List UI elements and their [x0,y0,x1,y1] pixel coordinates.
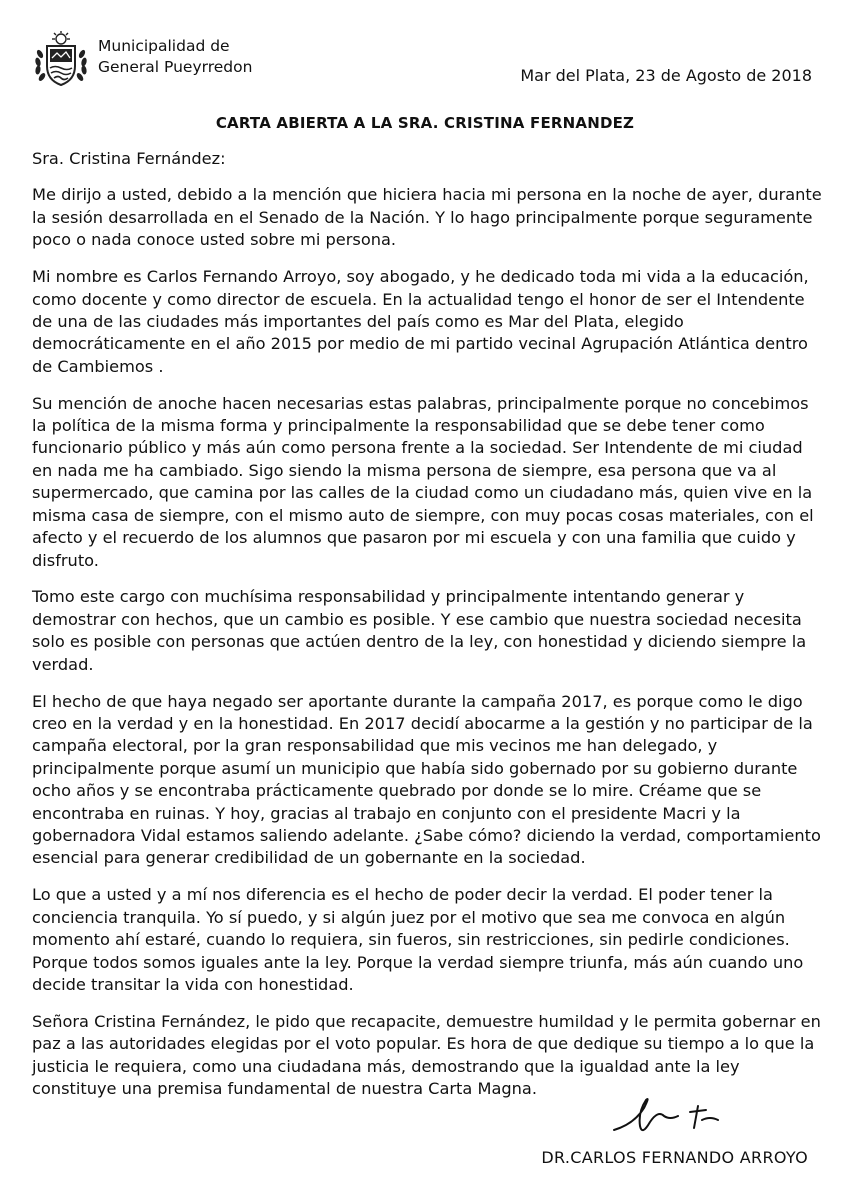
handwritten-signature [606,1086,736,1138]
salutation: Sra. Cristina Fernández: [32,149,226,168]
municipality-name-line2: General Pueyrredon [98,58,253,76]
letter-title: CARTA ABIERTA A LA SRA. CRISTINA FERNANDEZ [215,114,635,132]
municipal-coat-of-arms-icon [32,30,90,88]
signer-name: DR.CARLOS FERNANDO ARROYO [541,1148,808,1167]
paragraph-7: Señora Cristina Fernández, le pido que recapacite, demuestre humildad y le permita gobernar en paz a las autoridades elegidas por el voto popular. Es hora de que dedique su tiempo a lo que la justicia le requiera, como una ciudadana más, demostrando que la igualdad ante la ley constituye una premisa fundamental de nuestra Carta Magna. [32,1011,821,1099]
letter-date: Mar del Plata, 23 de Agosto de 2018 [520,66,812,85]
letter-body [32,148,822,1115]
paragraph-6: Lo que a usted y a mí nos diferencia es el hecho de poder decir la verdad. El poder tener la conciencia tranquila. Yo sí puedo, y si algún juez por el motivo que sea me convoca en algún momento ahí estaré, cuando lo requiera, sin fueros, sin restricciones, sin pedirle condiciones. Porque todos somos iguales ante la ley. Porque la verdad siempre triunfa, más aún cuando uno decide transitar la vida con honestidad. [32,885,804,994]
municipality-name [98,36,252,78]
paragraph-5: El hecho de que haya negado ser aportante durante la campaña 2017, es porque como le digo creo en la verdad y en la honestidad. En 2017 decidí abocarme a la gestión y no participar de la campaña electoral, por la gran responsabilidad que mis vecinos me han delegado, y principalmente porque asumí un municipio que había sido gobernado por su gobierno durante ocho años y se encontraba prácticamente quebrado por donde se lo mire. Créame que se encontraba en ruinas. Y hoy, gracias al trabajo en conjunto con el presidente Macri y la gobernadora Vidal estamos saliendo adelante. ¿Sabe cómo? diciendo la verdad, comportamiento esencial para generar credibilidad de un gobernante en la sociedad. [32,691,821,868]
paragraph-3: Su mención de anoche hacen necesarias estas palabras, principalmente porque no concebimos la política de la misma forma y principalmente la responsabilidad que se debe tener como funcionario público y más aún como persona frente a la sociedad. Ser Intendente de mi ciudad en nada me ha cambiado. Sigo siendo la misma persona de siempre, esa persona que va al supermercado, que camina por las calles de la ciudad como un ciudadano más, quien vive en la misma casa de siempre, con el mismo auto de siempre, con muy pocas cosas materiales, con el afecto y el recuerdo de los alumnos que pasaron por mi escuela y con una familia que cuido y disfruto. [32,393,814,570]
paragraph-4: Tomo este cargo con muchísima responsabilidad y principalmente intentando generar y demostrar con hechos, que un cambio es posible. Y ese cambio que nuestra sociedad necesita solo es posible con personas que actúen dentro de la ley, con honestidad y diciendo siempre la verdad. [32,587,807,674]
letterhead [32,30,812,90]
municipality-name-line1: Municipalidad de [98,37,230,55]
paragraph-1: Me dirijo a usted, debido a la mención que hiciera hacia mi persona en la noche de ayer, durante la sesión desarrollada en el Senado de la Nación. Y lo hago principalmente porque seguramente poco o nada conoce usted sobre mi persona. [32,185,822,250]
paragraph-2: Mi nombre es Carlos Fernando Arroyo, soy abogado, y he dedicado toda mi vida a la educación, como docente y como director de escuela. En la actualidad tengo el honor de ser el Intendente de una de las ciudades más importantes del país como es Mar del Plata, elegido democráticamente en el año 2015 por medio de mi partido vecinal Agrupación Atlántica dentro de Cambiemos . [32,267,809,376]
